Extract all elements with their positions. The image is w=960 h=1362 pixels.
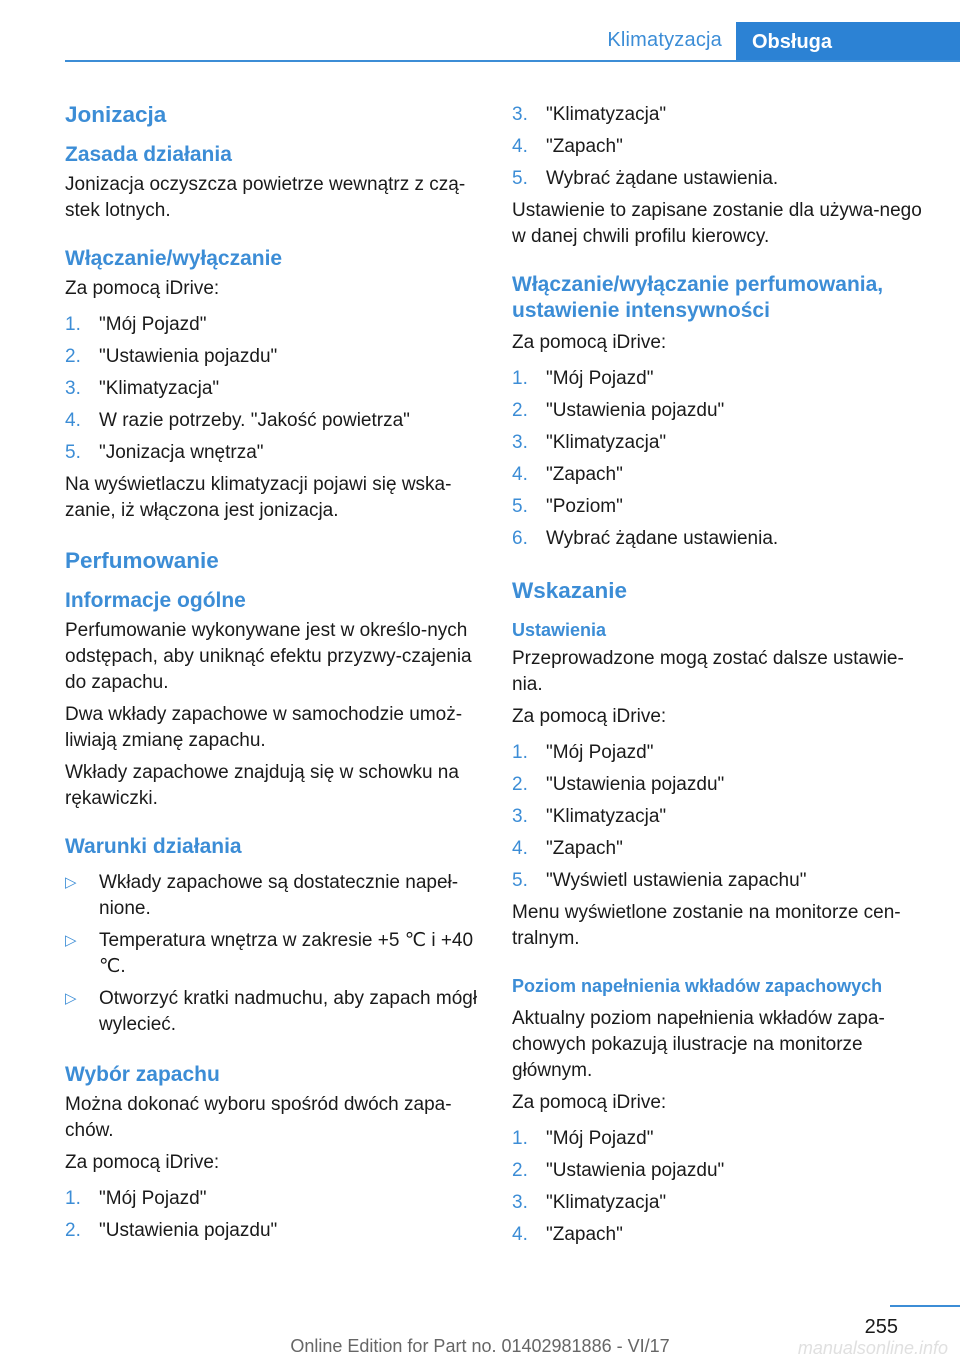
list-item [65,408,485,434]
heading-poziom: Poziom napełnienia wkładów zapachowych [512,976,883,996]
list-item [512,398,932,424]
list-item [65,344,485,370]
watermark: manualsonline.info [797,1338,948,1358]
list-number: 1. [65,314,81,335]
header-section-title: Klimatyzacja [607,29,722,51]
list-number: 4. [512,1224,528,1245]
numbered-list-continued [512,102,932,192]
list-number: 3. [512,104,528,125]
list-number: 2. [65,1220,81,1241]
list-item [512,804,932,830]
bullet-item [65,986,485,1038]
triangle-bullet-icon: ▷ [65,874,77,891]
list-item-text: "Mój Pojazd" [546,742,654,763]
list-item [512,772,932,798]
bullet-list [65,870,485,1038]
list-item-text: "Ustawienia pojazdu" [546,1160,725,1181]
paragraph: Na wyświetlaczu klimatyzacji pojawi się wska-zanie, iż włączona jest jonizacja. [65,474,452,521]
header-divider [65,60,960,62]
list-item-text: W razie potrzeby. "Jakość powietrza" [99,410,410,431]
numbered-list [512,1126,932,1248]
list-number: 3. [512,806,528,827]
paragraph: Wkłady zapachowe znajdują się w schowku na rękawiczki. [65,762,459,809]
paragraph: Perfumowanie wykonywane jest w określo-nych odstępach, aby uniknąć efektu przyzwy-czajenia do zapachu. [65,620,472,693]
list-item-text: "Klimatyzacja" [546,432,667,453]
list-item-text: "Zapach" [546,1224,623,1245]
list-item [65,312,485,338]
heading-ustawienia: Ustawienia [512,620,607,640]
header-chapter-tab [736,22,960,62]
paragraph: Jonizacja oczyszcza powietrze wewnątrz z czą-stek lotnych. [65,174,466,221]
list-item [512,134,932,160]
list-number: 5. [512,870,528,891]
list-number: 3. [65,378,81,399]
list-number: 2. [512,774,528,795]
bullet-item-text: Otworzyć kratki nadmuchu, aby zapach mógł wylecieć. [99,988,478,1035]
list-item [512,1222,932,1248]
header-chapter-label: Obsługa [752,30,833,53]
paragraph: Za pomocą iDrive: [512,1092,667,1113]
heading-informacje: Informacje ogólne [65,589,246,612]
heading-warunki: Warunki działania [65,835,242,858]
list-number: 3. [512,1192,528,1213]
list-number: 3. [512,432,528,453]
heading-wlaczanie: Włączanie/wyłączanie [65,247,283,270]
list-number: 5. [512,496,528,517]
list-number: 5. [65,442,81,463]
list-number: 6. [512,528,528,549]
list-item [65,440,485,466]
numbered-list [512,740,932,894]
list-item-text: "Klimatyzacja" [99,378,220,399]
list-item [512,1158,932,1184]
list-item-text: "Mój Pojazd" [546,1128,654,1149]
list-item-text: "Zapach" [546,136,623,157]
list-item [512,462,932,488]
list-item-text: "Klimatyzacja" [546,806,667,827]
page-number: 255 [864,1316,898,1338]
bullet-item [65,870,485,922]
list-number: 1. [512,368,528,389]
list-item [512,526,932,552]
list-item [512,740,932,766]
list-item [512,366,932,392]
right-column [512,100,932,1254]
list-item [512,430,932,456]
list-item-text: "Ustawienia pojazdu" [99,1220,278,1241]
list-item-text: "Mój Pojazd" [99,1188,207,1209]
list-item [65,1218,485,1244]
triangle-bullet-icon: ▷ [65,932,77,949]
list-number: 4. [512,136,528,157]
list-number: 1. [512,1128,528,1149]
list-number: 1. [65,1188,81,1209]
numbered-list [65,1186,485,1244]
heading-wybor: Wybór zapachu [65,1063,220,1086]
list-item-text: "Ustawienia pojazdu" [546,400,725,421]
list-number: 1. [512,742,528,763]
heading-perfumowanie: Perfumowanie [65,548,219,573]
paragraph: Dwa wkłady zapachowe w samochodzie umoż-liwiają zmianę zapachu. [65,704,463,751]
footer-divider [890,1305,960,1307]
list-item [512,1190,932,1216]
bullet-item [65,928,485,980]
list-item [512,166,932,192]
paragraph: Za pomocą iDrive: [65,278,220,299]
bullet-item-text: Temperatura wnętrza w zakresie +5 ℃ i +40 ℃. [99,930,474,977]
paragraph: Za pomocą iDrive: [512,706,667,727]
list-item [512,868,932,894]
list-item-text: "Wyświetl ustawienia zapachu" [546,870,807,891]
list-item [512,494,932,520]
heading-wskazanie: Wskazanie [512,578,628,603]
list-number: 5. [512,168,528,189]
bullet-item-text: Wkłady zapachowe są dostatecznie napeł-nione. [99,872,459,919]
list-number: 4. [512,464,528,485]
list-item [65,1186,485,1212]
paragraph: Ustawienie to zapisane zostanie dla używa-nego w danej chwili profilu kierowcy. [512,200,922,247]
list-number: 2. [65,346,81,367]
list-item-text: "Klimatyzacja" [546,1192,667,1213]
list-item [512,836,932,862]
list-item-text: "Ustawienia pojazdu" [546,774,725,795]
paragraph: Za pomocą iDrive: [65,1152,220,1173]
list-item-text: "Ustawienia pojazdu" [99,346,278,367]
list-item-text: "Poziom" [546,496,623,517]
list-item [512,102,932,128]
numbered-list [65,312,485,466]
list-item-text: "Zapach" [546,464,623,485]
list-item-text: Wybrać żądane ustawienia. [546,168,779,189]
paragraph: Można dokonać wyboru spośród dwóch zapa-chów. [65,1094,452,1141]
paragraph: Przeprowadzone mogą zostać dalsze ustawie-nia. [512,648,904,695]
list-number: 2. [512,1160,528,1181]
list-item [65,376,485,402]
left-column [65,100,485,1250]
list-item-text: "Jonizacja wnętrza" [99,442,264,463]
list-number: 4. [65,410,81,431]
list-item-text: "Mój Pojazd" [99,314,207,335]
list-number: 2. [512,400,528,421]
list-item-text: Wybrać żądane ustawienia. [546,528,779,549]
paragraph: Aktualny poziom napełnienia wkładów zapa-chowych pokazują ilustracje na monitorze głównym. [512,1008,885,1081]
list-item-text: "Mój Pojazd" [546,368,654,389]
heading-jonizacja: Jonizacja [65,102,167,127]
edition-note: Online Edition for Part no. 01402981886 - VI/17 [290,1336,670,1356]
numbered-list [512,366,932,552]
list-item-text: "Zapach" [546,838,623,859]
heading-perfumowanie-onoff: Włączanie/wyłączanie perfumowania, ustawienie intensywności [512,273,884,322]
list-item-text: "Klimatyzacja" [546,104,667,125]
list-number: 4. [512,838,528,859]
paragraph: Za pomocą iDrive: [512,332,667,353]
list-item [512,1126,932,1152]
paragraph: Menu wyświetlone zostanie na monitorze cen-tralnym. [512,902,901,949]
triangle-bullet-icon: ▷ [65,990,77,1007]
heading-zasada: Zasada działania [65,143,232,166]
